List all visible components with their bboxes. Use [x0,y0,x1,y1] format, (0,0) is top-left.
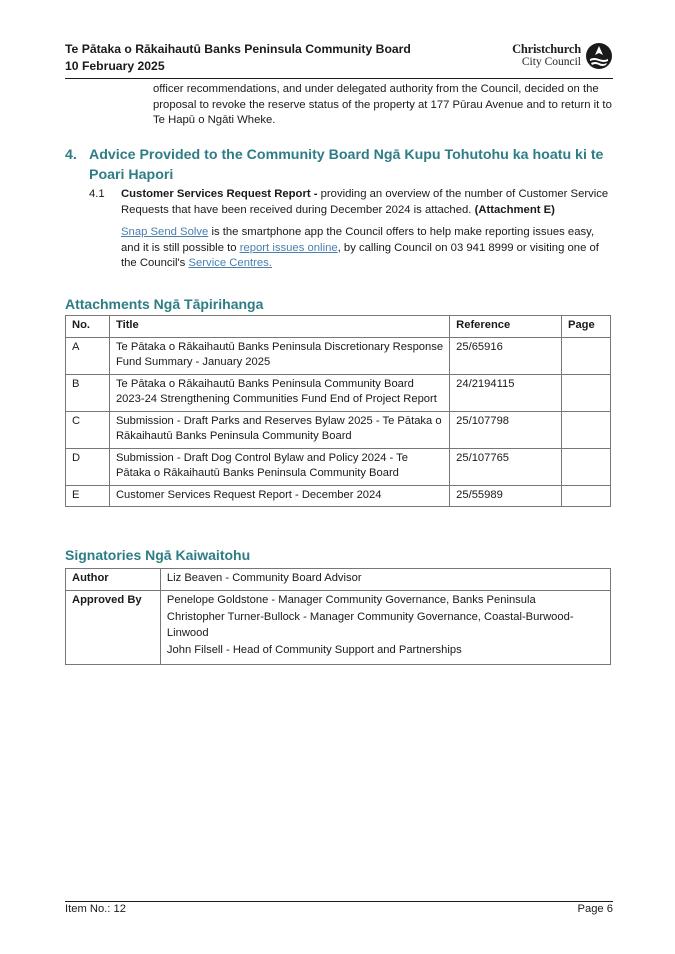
signatories-heading: Signatories Ngā Kaiwaitohu [65,547,251,563]
footer-item-number: Item No.: 12 [65,903,126,915]
col-header-reference: Reference [450,316,562,338]
item-4-1 [121,187,613,218]
table-row [66,411,611,448]
approvers-cell [160,590,610,664]
snap-text-1: is the smartphone app the Council offers to help make reporting issues easy, and it is still possible to [121,226,595,254]
cell-page [562,448,611,485]
snap-send-solve-paragraph [121,225,615,272]
council-logo [495,42,613,70]
header-date: 10 February 2025 [65,59,165,73]
item-text: providing an overview of the number of Customer Service Requests that have been received during December 2024 is attached. [121,188,609,216]
cell-title: Customer Services Request Report - December 2024 [109,485,449,507]
snap-send-solve-link[interactable]: Snap Send Solve [121,226,209,238]
cell-no: C [66,411,110,448]
col-header-page: Page [562,316,611,338]
cell-reference: 25/107765 [450,448,562,485]
snap-text-2: , by calling Council on 03 941 8999 or visiting one of the Council's [121,241,599,269]
cell-reference: 24/2194115 [450,374,562,411]
cell-title: Submission - Draft Parks and Reserves Bylaw 2025 - Te Pātaka o Rākaihautū Banks Peninsula Community Board [109,411,449,448]
approver-entry: Christopher Turner-Bullock - Manager Community Governance, Coastal-Burwood-Linwood [166,611,574,639]
cell-reference: 25/107798 [450,411,562,448]
attachments-heading: Attachments Ngā Tāpirihanga [65,296,264,312]
council-emblem-icon [585,42,613,70]
author-label: Author [66,569,161,591]
section-title: Advice Provided to the Community Board Ngā Kupu Tohutohu ka hoatu ki te Poari Hapori [89,147,604,183]
table-row [66,485,611,507]
approver-entry: John Filsell - Head of Community Support and Partnerships [166,644,462,656]
cell-title: Te Pātaka o Rākaihautū Banks Peninsula Community Board 2023-24 Strengthening Communities Fund End of Project Report [109,374,449,411]
approved-by-label: Approved By [66,590,161,664]
header-title: Te Pātaka o Rākaihautū Banks Peninsula Community Board [65,42,411,56]
cell-title: Submission - Draft Dog Control Bylaw and Policy 2024 - Te Pātaka o Rākaihautū Banks Peninsula Community Board [109,448,449,485]
table-row [66,374,611,411]
author-row [66,569,611,591]
cell-no: A [66,337,110,374]
header-rule [65,78,613,79]
logo-text-line2: City Council [521,56,581,68]
footer-page-number: Page 6 [577,903,613,915]
intro-paragraph: officer recommendations, and under delegated authority from the Council, decided on the proposal to revoke the reserve status of the property at 177 Pūrau Avenue and to return it to Te Hapū o Ngāti Wheke. [153,83,612,126]
report-issues-online-link[interactable]: report issues online [239,241,338,254]
cell-page [562,337,611,374]
cell-page [562,411,611,448]
service-centres-link[interactable]: Service Centres. [188,257,272,269]
approved-by-row [66,590,611,664]
cell-page [562,485,611,507]
cell-no: E [66,485,110,507]
table-row [66,337,611,374]
logo-text-line1: Christchurch [512,42,581,56]
approver-entry: Penelope Goldstone - Manager Community Governance, Banks Peninsula [166,593,536,606]
footer-rule [65,901,613,902]
table-header-row [66,316,611,338]
item-number: 4.1 [89,188,105,200]
cell-reference: 25/55989 [450,485,562,507]
author-value: Liz Beaven - Community Board Advisor [160,569,610,591]
col-header-title: Title [109,316,449,338]
cell-reference: 25/65916 [450,337,562,374]
cell-no: D [66,448,110,485]
col-header-no: No. [66,316,110,338]
table-row [66,448,611,485]
cell-no: B [66,374,110,411]
cell-page [562,374,611,411]
signatories-table [65,568,611,665]
item-attachment-ref: (Attachment E) [474,203,555,216]
item-title: Customer Services Request Report - [121,188,318,200]
page-header [65,41,613,77]
cell-title: Te Pātaka o Rākaihautū Banks Peninsula Discretionary Response Fund Summary - January 2025 [109,337,449,374]
section-number: 4. [65,147,77,163]
attachments-table [65,315,611,507]
